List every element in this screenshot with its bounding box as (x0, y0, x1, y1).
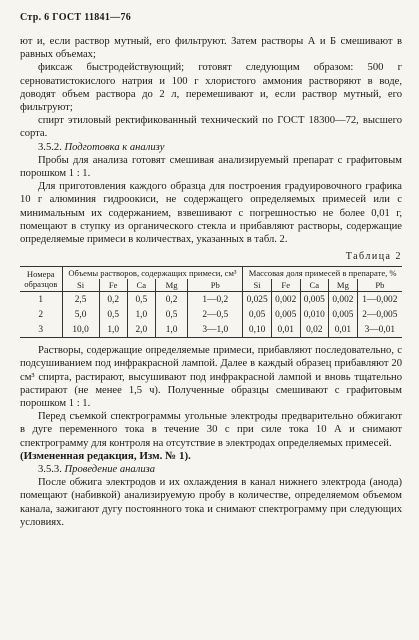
amendment-note: (Измененная редакция, Изм. № 1). (20, 449, 191, 462)
paragraph: Перед съемкой спектрограммы угольные электроды предварительно обжигают в дуге переменного тока в течение 30 с при силе тока 10 А и снимают спектрограмму для контроля на отсутствие в электродах определяемых примесей. (20, 411, 402, 449)
section-number: 3.5.3. (38, 464, 62, 476)
table-cell: 0,5 (155, 307, 187, 322)
data-table (20, 266, 402, 338)
column-header: Si (62, 279, 99, 292)
table-cell: 2—0,5 (188, 307, 243, 322)
table-cell: 1,0 (155, 322, 187, 338)
column-header: Mg (155, 279, 187, 292)
table-row (20, 292, 402, 308)
paragraph: Пробы для анализа готовят смешивая анализируемый препарат с графитовым порошком 1 : 1. (20, 154, 402, 180)
table-cell: 0,005 (300, 292, 329, 308)
column-header: Ca (127, 279, 155, 292)
table-cell: 0,002 (271, 292, 300, 308)
document-page (20, 12, 402, 529)
table-cell: 1,0 (127, 307, 155, 322)
table-cell: 5,0 (62, 307, 99, 322)
table-cell: 0,010 (300, 307, 329, 322)
section-title: Подготовка к анализу (64, 141, 165, 153)
table-cell: 2 (38, 309, 44, 320)
table-cell: 1—0,2 (188, 292, 243, 308)
page-header: Стр. 6 ГОСТ 11841—76 (20, 12, 132, 23)
table-cell: 0,002 (329, 292, 358, 308)
table-cell: 0,005 (329, 307, 358, 322)
table-cell: 3—0,01 (357, 322, 402, 338)
table-cell: 1—0,002 (357, 292, 402, 308)
column-header: Pb (188, 279, 243, 292)
section-number: 3.5.2. (38, 141, 62, 153)
column-group-header: Объемы растворов, содержащих примеси, см³ (62, 267, 243, 280)
column-header: Fe (99, 279, 127, 292)
table-cell: 3—1,0 (188, 322, 243, 338)
table-cell: 0,5 (127, 292, 155, 308)
paragraph: После обжига электродов и их охлаждения в канал нижнего электрода (анода) помещают (набивкой) анализируемую пробу в количестве, определяемом объемом канала, зажигают дугу постоянного тока и снимают спектрограмму при следующих условиях. (20, 477, 402, 528)
table-cell: 0,2 (155, 292, 187, 308)
table-cell: 2,5 (62, 292, 99, 308)
table-cell: 2—0,005 (357, 307, 402, 322)
table-cell: 0,2 (99, 292, 127, 308)
table-cell: 0,5 (99, 307, 127, 322)
table-cell: 0,02 (300, 322, 329, 338)
table-cell: 0,01 (329, 322, 358, 338)
paragraph: спирт этиловый ректификованный технический по ГОСТ 18300—72, высшего сорта. (20, 115, 402, 140)
column-header: Si (243, 279, 272, 292)
table-cell: 0,025 (243, 292, 272, 308)
table-row (20, 322, 402, 338)
table-cell: 1,0 (99, 322, 127, 338)
table-cell: 3 (38, 324, 44, 335)
column-header: Fe (271, 279, 300, 292)
paragraph: Растворы, содержащие определяемые примеси, прибавляют последовательно, с подсушиванием под инфракрасной лампой. Далее в каждый образец прибавляют 20 см³ спирта, растирают, высушивают под инфракрасной лампой и вновь тщательно растирают (не менее 1,5 ч). Полученные образцы смешивают с графитовым порошком 1 : 1. (20, 345, 402, 410)
table-cell: 1 (38, 294, 44, 305)
section-heading (20, 141, 402, 154)
table-cell: 0,05 (243, 307, 272, 322)
table-cell: 10,0 (62, 322, 99, 338)
table-cell: 0,01 (271, 322, 300, 338)
table-cell: 0,10 (243, 322, 272, 338)
column-header: Номера образцов (24, 269, 58, 290)
table-cell: 0,005 (271, 307, 300, 322)
paragraph: ют и, если раствор мутный, его фильтруют. Затем растворы А и Б смешивают в равных объемах; (20, 36, 402, 61)
paragraph: Для приготовления каждого образца для построения градуировочного графика 10 г алюминия гидроокиси, не содержащего определяемых примесей или с минимальным их содержанием, взвешивают с погрешностью не более 0,01 г, помещают в ступку из органического стекла и прибавляют растворы, содержащие определяемые примеси в количествах, указанных в табл. 2. (20, 181, 402, 246)
table-cell: 2,0 (127, 322, 155, 338)
paragraph: фиксаж быстродействующий; готовят следующим образом: 500 г серноватистокислого натрия и 100 г хлористого аммония растворяют в воде, доводят объем раствора до 2 л, перемешивают и, если раствор мутный, его фильтруют; (20, 62, 402, 114)
column-header: Mg (329, 279, 358, 292)
column-header: Ca (300, 279, 329, 292)
column-group-header: Массовая доля примесей в препарате, % (243, 267, 402, 280)
table-row (20, 307, 402, 322)
section-title: Проведение анализа (64, 464, 156, 476)
table-caption: Таблица 2 (345, 251, 402, 263)
section-heading (20, 463, 402, 476)
column-header: Pb (357, 279, 402, 292)
